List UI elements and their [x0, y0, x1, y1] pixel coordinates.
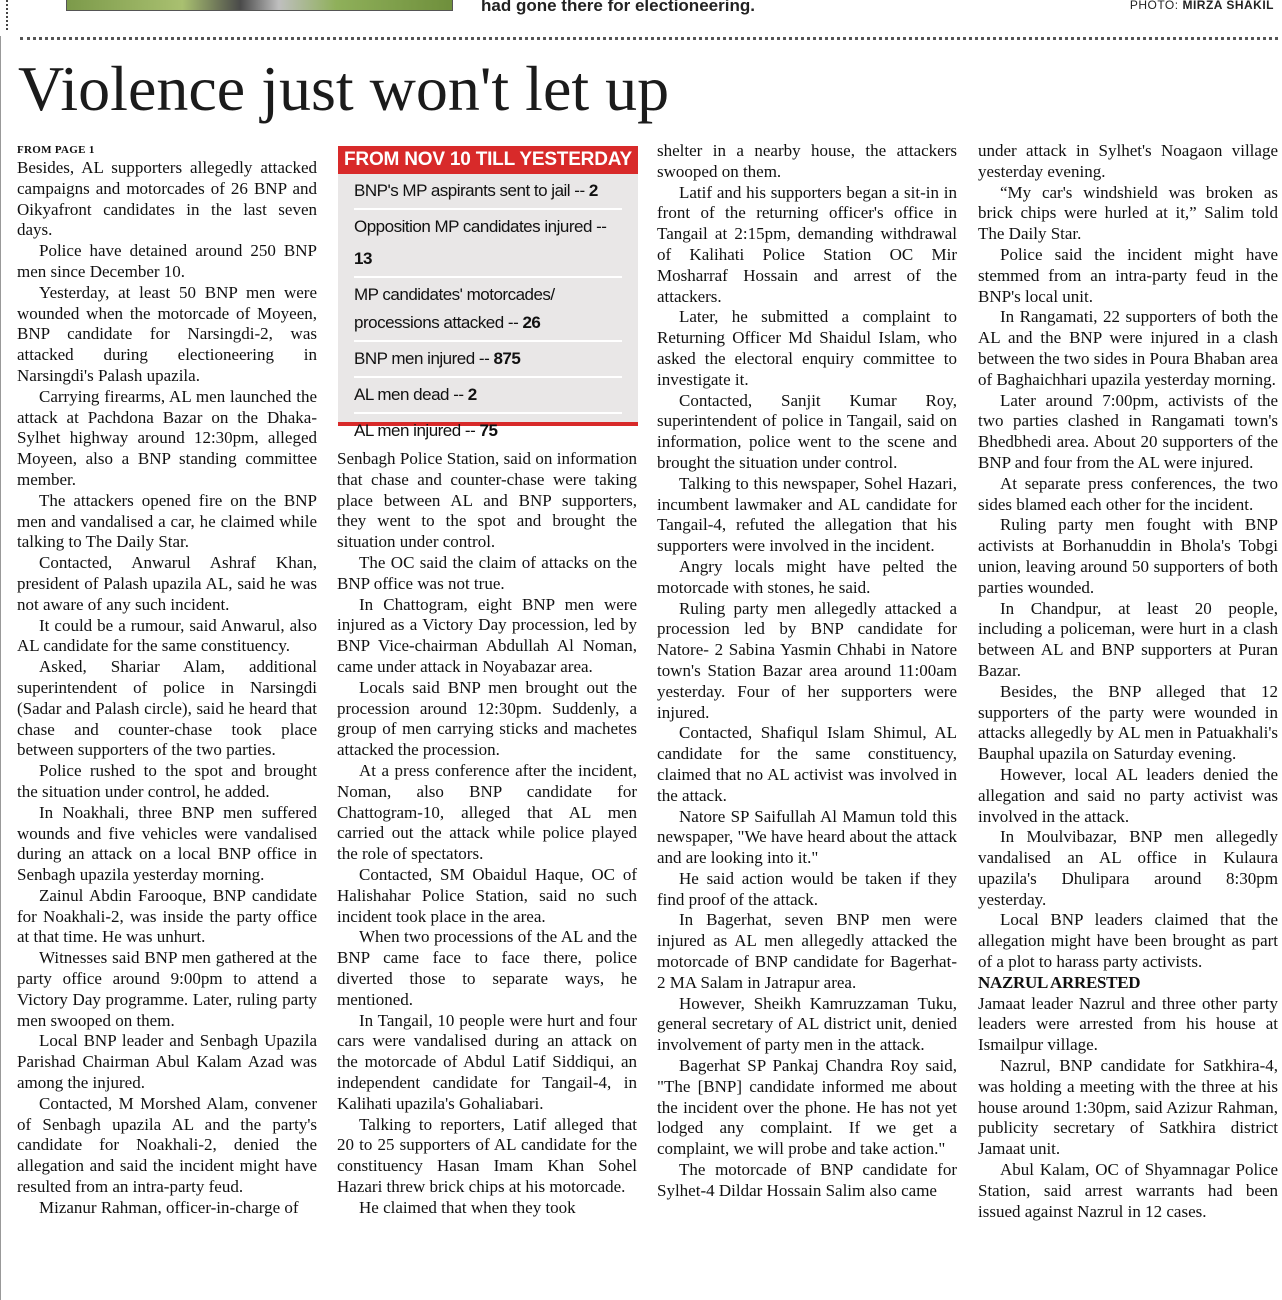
paragraph: The motorcade of BNP candidate for Sylhet-4 Dildar Hossain Salim also came — [657, 1160, 957, 1200]
paragraph: In Chattogram, eight BNP men were injured as a Victory Day procession, led by BNP Vice-chairman Abdullah Al Noman, came under attack in Noyabazar area. — [337, 594, 637, 676]
fact-value: 2 — [588, 181, 598, 200]
fact-item — [354, 210, 622, 278]
paragraph: Senbagh Police Station, said on information that chase and counter-chase were taking place between AL and BNP supporters, they went to the spot and brought the situation under control. — [337, 449, 637, 552]
paragraph: Zainul Abdin Farooque, BNP candidate for Noakhali-2, was inside the party office at that time. He was unhurt. — [17, 885, 317, 947]
paragraph: At separate press conferences, the two sides blamed each other for the incident. — [978, 473, 1278, 514]
fact-label: BNP's MP aspirants sent to jail -- — [354, 181, 589, 200]
fact-item — [354, 342, 622, 378]
paragraph: Yesterday, at least 50 BNP men were wounded when the motorcade of Moyeen, BNP candidate for Narsingdi-2, was attacked during electioneering in Narsingdi's Palash upazila. — [17, 282, 317, 385]
paragraph: Carrying firearms, AL men launched the attack at Pachdona Bazar on the Dhaka-Sylhet highway around 12:30pm, alleged Moyeen, also a BNP standing committee member. — [17, 386, 317, 489]
paragraph: Contacted, SM Obaidul Haque, OC of Halishahar Police Station, said no such incident took place in the area. — [337, 864, 637, 926]
paragraph: Contacted, Anwarul Ashraf Khan, president of Palash upazila AL, said he was not aware of any such incident. — [17, 553, 317, 614]
fact-value: 75 — [479, 421, 498, 440]
paragraph: Police said the incident might have stemmed from an intra-party feud in the BNP's local unit. — [978, 244, 1278, 306]
paragraph: Contacted, M Morshed Alam, convener of Senbagh upazila AL and the party's candidate for Noakhali-2, denied the allegation and said the incident might have resulted from an intra-party feud. — [17, 1093, 317, 1197]
paragraph: It could be a rumour, said Anwarul, also AL candidate for the same constituency. — [17, 615, 317, 656]
article-column-4 — [978, 141, 1278, 1222]
fact-value: 13 — [354, 249, 372, 268]
paragraph: Jamaat leader Nazrul and three other party leaders were arrested from his house at Ismailpur village. — [978, 993, 1278, 1055]
paragraph: “My car's windshield was broken as brick chips were hurled at it,” Salim told The Daily Star. — [978, 182, 1278, 244]
fact-label: BNP men injured -- — [354, 349, 494, 368]
paragraph: In Tangail, 10 people were hurt and four cars were vandalised during an attack on the motorcade of Abdul Latif Siddiqui, an independent candidate for Tangail-4, in Kalihati upazila's Gohaliabari. — [337, 1010, 637, 1113]
fact-list — [338, 174, 638, 448]
jump-kicker: FROM PAGE 1 — [17, 144, 95, 156]
paragraph: In Rangamati, 22 supporters of both the AL and the BNP were injured in a clash between the two sides in Poura Bhaban area of Baghaichhari upazila yesterday morning. — [978, 307, 1278, 389]
paragraph: Witnesses said BNP men gathered at the party office around 9:00pm to attend a Victory Day programme. Later, ruling party men swooped on them. — [17, 948, 317, 1030]
fact-value: 26 — [522, 313, 541, 332]
dotted-separator — [20, 37, 1278, 40]
paragraph: Contacted, Shafiqul Islam Shimul, AL candidate for the same constituency, claimed that no AL activist was involved in the attack. — [657, 723, 957, 805]
left-margin-line — [0, 36, 1, 1300]
fact-item — [354, 414, 622, 448]
paragraph: The OC said the claim of attacks on the BNP office was not true. — [337, 552, 637, 593]
fact-item — [354, 174, 622, 210]
paragraph: Local BNP leader and Senbagh Upazila Parishad Chairman Abul Kalam Azad was among the injured. — [17, 1031, 317, 1093]
paragraph: In Chandpur, at least 20 people, including a policeman, were hurt in a clash between AL and BNP supporters at Puran Bazar. — [978, 598, 1278, 680]
photo-credit — [1130, 0, 1274, 12]
paragraph: Besides, AL supporters allegedly attacked campaigns and motorcades of 26 BNP and Oikyafront candidates in the last seven days. — [17, 158, 317, 240]
fact-label: MP candidates' motorcades/ processions attacked -- — [354, 285, 555, 332]
paragraph: Later, he submitted a complaint to Returning Officer Md Shaidul Islam, who asked the electoral enquiry committee to investigate it. — [657, 307, 957, 389]
fact-label: AL men dead -- — [354, 385, 468, 404]
paragraph: Police have detained around 250 BNP men since December 10. — [17, 241, 317, 281]
fact-item — [354, 278, 622, 342]
fact-item — [354, 378, 622, 414]
paragraph: Bagerhat SP Pankaj Chandra Roy said, "The [BNP] candidate informed me about the incident over the phone. He has not yet lodged any complaint. If we get a complaint, we will probe and take action." — [657, 1056, 957, 1159]
paragraph: Besides, the BNP alleged that 12 supporters of the party were wounded in attacks allegedly by AL men in Patuakhali's Bauphal upazila on Saturday evening. — [978, 681, 1278, 764]
paragraph: In Noakhali, three BNP men suffered wounds and five vehicles were vandalised during an attack on a local BNP office in Senbagh upazila yesterday morning. — [17, 802, 317, 885]
fact-value: 875 — [493, 349, 521, 368]
article-column-1 — [17, 144, 317, 1219]
paragraph: under attack in Sylhet's Noagaon village yesterday evening. — [978, 141, 1278, 181]
paragraph: Later around 7:00pm, activists of the two parties clashed in Rangamati town's Bhedbhedi area. About 20 supporters of the BNP and four from the AL were injured. — [978, 390, 1278, 472]
paragraph: At a press conference after the incident, Noman, also BNP candidate for Chattogram-10, alleged that AL men carried out the attack while police played the role of spectators. — [337, 760, 637, 864]
paragraph: Natore SP Saifullah Al Mamun told this newspaper, "We have heard about the attack and are looking into it." — [657, 806, 957, 868]
paragraph: Talking to reporters, Latif alleged that 20 to 25 supporters of AL candidate for the constituency Hasan Imam Khan Sohel Hazari threw brick chips at his motorcade. — [337, 1114, 637, 1196]
paragraph: Police rushed to the spot and brought the situation under control, he added. — [17, 761, 317, 801]
paragraph: In Bagerhat, seven BNP men were injured as AL men allegedly attacked the motorcade of BNP candidate for Bagerhat-2 MA Salam in Jatrapur area. — [657, 910, 957, 992]
article-column-3 — [657, 141, 957, 1202]
fact-box-title: FROM NOV 10 TILL YESTERDAY — [338, 146, 638, 174]
paragraph: Contacted, Sanjit Kumar Roy, superintendent of police in Tangail, said on information, police went to the scene and brought the situation under control. — [657, 390, 957, 472]
paragraph: However, Sheikh Kamruzzaman Tuku, general secretary of AL district unit, denied involvement of party men in the attack. — [657, 993, 957, 1055]
photo-caption-tail: had gone there for electioneering. — [481, 0, 755, 15]
paragraph: He claimed that when they took — [359, 1197, 576, 1217]
paragraph: In Moulvibazar, BNP men allegedly vandalised an AL office in Kulaura upazila's Dhulipara around 8:30pm yesterday. — [978, 827, 1278, 909]
paragraph: Locals said BNP men brought out the procession around 12:30pm. Suddenly, a group of men carrying sticks and machetes attacked the procession. — [337, 677, 637, 760]
article-column-2 — [337, 449, 637, 1218]
paragraph: Nazrul, BNP candidate for Satkhira-4, was holding a meeting with the three at his house around 1:30pm, said Azizur Rahman, publicity secretary of Satkhira district Jamaat unit. — [978, 1056, 1278, 1159]
paragraph: Talking to this newspaper, Sohel Hazari, incumbent lawmaker and AL candidate for Tangail-4, refuted the allegation that his supporters were involved in the incident. — [657, 473, 957, 556]
top-strip — [0, 0, 1282, 22]
news-photo — [66, 0, 453, 11]
credit-name: MIRZA SHAKIL — [1182, 0, 1274, 12]
paragraph: The attackers opened fire on the BNP men and vandalised a car, he claimed while talking to The Daily Star. — [17, 490, 317, 552]
paragraph: shelter in a nearby house, the attackers swooped on them. — [657, 141, 957, 181]
fact-label: Opposition MP candidates injured -- — [354, 217, 607, 236]
paragraph: Ruling party men allegedly attacked a procession led by BNP candidate for Natore- 2 Sabina Yasmin Chhabi in Natore town's Station Bazar area around 11:00am yesterday. Four of her supporters were injured. — [657, 598, 957, 722]
paragraph: Asked, Shariar Alam, additional superintendent of police in Narsingdi (Sadar and Palash circle), said he heard that chase and counter-chase took place between supporters of the two parties. — [17, 657, 317, 760]
credit-prefix: PHOTO: — [1129, 0, 1179, 12]
headline: Violence just won't let up — [18, 53, 670, 124]
paragraph: Latif and his supporters began a sit-in in front of the returning officer's office in Tangail at 2:15pm, demanding withdrawal of Kalihati Police Station OC Mir Mosharraf Hossain and arrest of the attackers. — [657, 182, 957, 306]
fact-box — [338, 146, 638, 440]
paragraph: Local BNP leaders claimed that the allegation might have been brought as part of a plot to harass party activists. — [978, 910, 1278, 972]
paragraph: However, local AL leaders denied the allegation and said no party activist was involved in the attack. — [978, 764, 1278, 826]
subheading: NAZRUL ARRESTED — [978, 972, 1141, 992]
paragraph: Angry locals might have pelted the motorcade with stones, he said. — [657, 556, 957, 597]
paragraph: He said action would be taken if they find proof of the attack. — [657, 868, 957, 909]
left-dotted-rule — [6, 0, 8, 30]
paragraph: Abul Kalam, OC of Shyamnagar Police Station, said arrest warrants had been issued against Nazrul in 12 cases. — [978, 1160, 1278, 1221]
paragraph: Ruling party men fought with BNP activists at Borhanuddin in Bhola's Tobgi union, leaving around 50 supporters of both parties wounded. — [978, 515, 1278, 597]
fact-label: AL men injured -- — [354, 421, 480, 440]
fact-value: 2 — [467, 385, 477, 404]
paragraph: When two processions of the AL and the BNP came face to face there, police diverted those to separate ways, he mentioned. — [337, 927, 637, 1009]
paragraph: Mizanur Rahman, officer-in-charge of — [39, 1197, 299, 1217]
